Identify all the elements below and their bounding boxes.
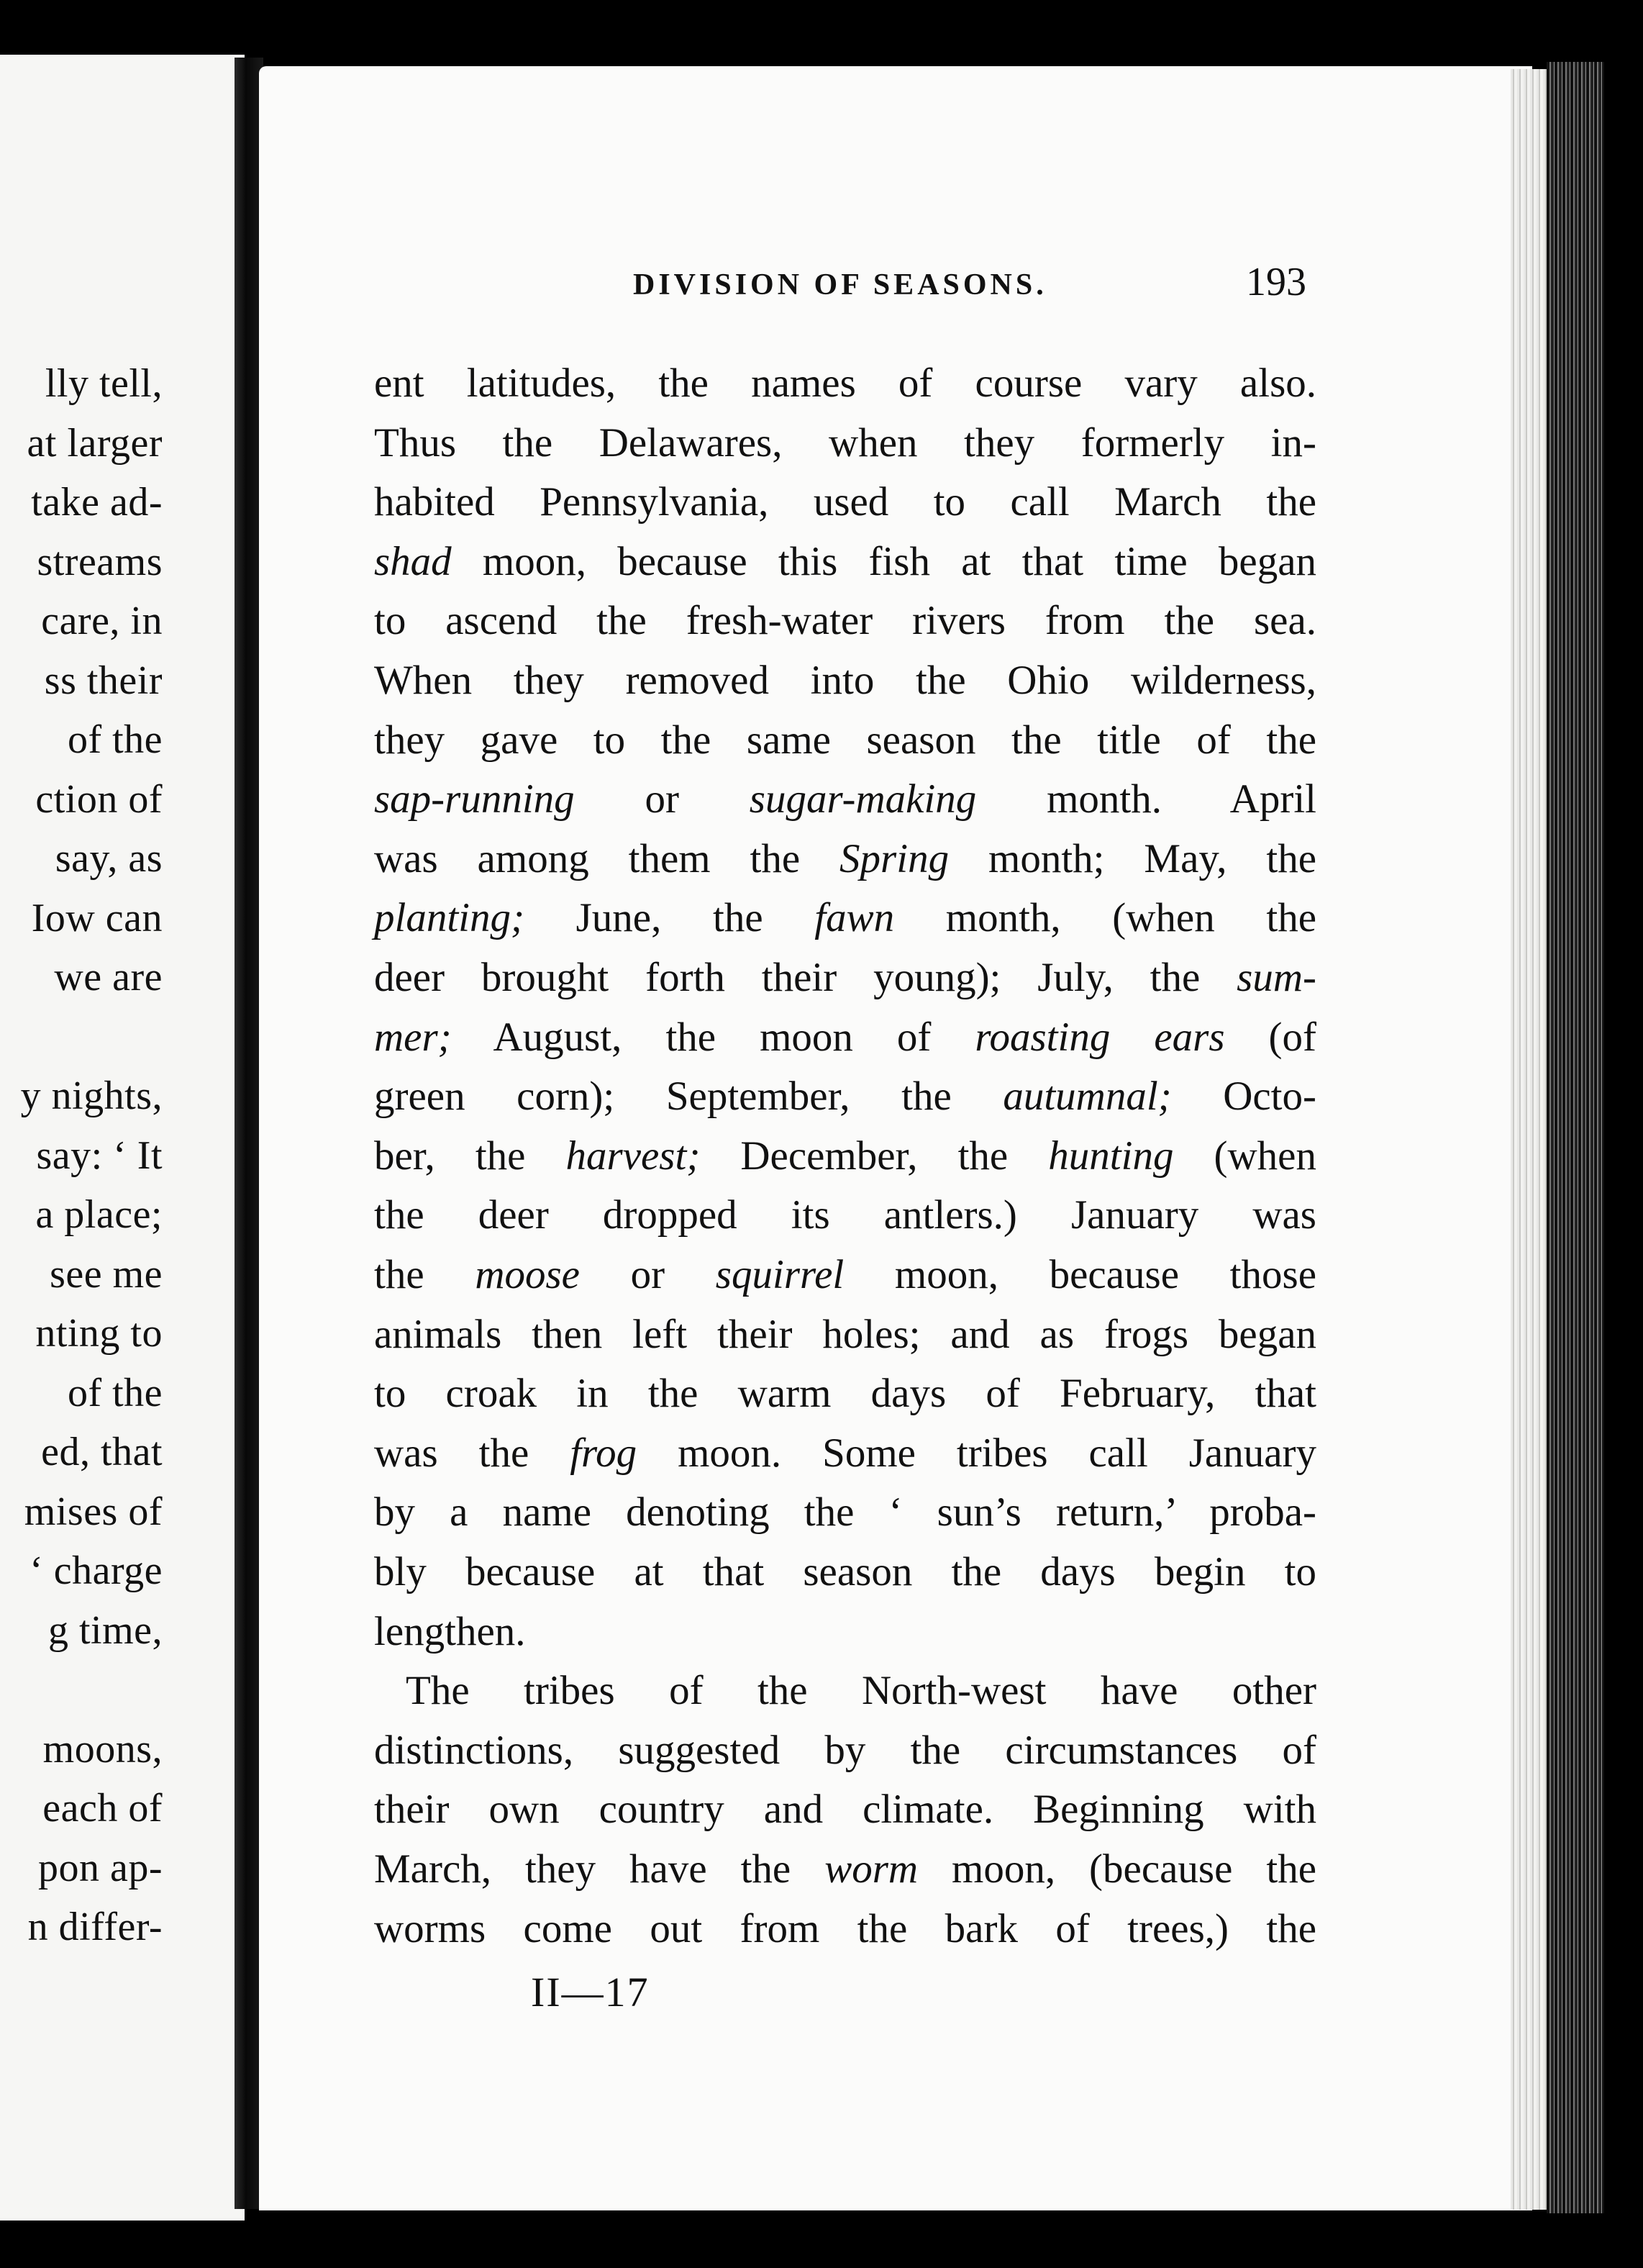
facing-page-line: say, as [55, 836, 163, 881]
facing-page-line: ‘ charge [29, 1548, 163, 1593]
facing-page-line: at larger [27, 420, 163, 466]
running-head: DIVISION OF SEASONS. [633, 268, 1047, 301]
facing-page-line: mises of [24, 1489, 163, 1534]
facing-page-line: care, in [41, 599, 163, 643]
text-line: to ascend the fresh-water rivers from the sea. [374, 598, 1316, 644]
text-line: bly because at that season the days begin to [374, 1549, 1316, 1595]
page-number: 193 [1246, 260, 1306, 304]
facing-page-line: nting to [35, 1311, 163, 1356]
facing-page-line: Iow can [31, 895, 163, 940]
facing-page-line: ction of [35, 776, 163, 822]
text-line: they gave to the same season the title of the [374, 717, 1316, 763]
text-line: ber, the harvest; December, the hunting (when [374, 1133, 1316, 1179]
text-line: habited Pennsylvania, used to call March the [374, 479, 1316, 525]
text-line: to croak in the warm days of February, that [374, 1371, 1316, 1417]
facing-page-line: see me [50, 1251, 163, 1297]
text-line: distinctions, suggested by the circumstances of [374, 1727, 1316, 1773]
text-line: deer brought forth their young); July, the sum- [374, 955, 1316, 1000]
facing-page-line: each of [42, 1786, 163, 1831]
facing-page-line: we are [54, 955, 163, 999]
text-line: When they removed into the Ohio wilderness, [374, 658, 1316, 703]
facing-page-line: moons, [42, 1726, 163, 1772]
text-line: Thus the Delawares, when they formerly in- [374, 419, 1316, 466]
text-line: ent latitudes, the names of course vary also. [374, 360, 1316, 406]
text-line: green corn); September, the autumnal; Octo- [374, 1074, 1316, 1120]
text-line: March, they have the worm moon, (because the [374, 1846, 1316, 1892]
facing-page-line: of the [67, 717, 163, 762]
text-line: was the frog moon. Some tribes call January [374, 1430, 1317, 1476]
facing-page-line: of the [67, 1370, 163, 1415]
facing-page-line: pon ap- [37, 1845, 163, 1890]
text-line: mer; August, the moon of roasting ears (of [374, 1014, 1316, 1060]
facing-page [0, 55, 245, 2221]
text-line: the moose or squirrel moon, because those [374, 1252, 1316, 1297]
facing-page-line: n differ- [27, 1905, 163, 1949]
facing-page-line: streams [37, 539, 163, 584]
facing-page-line: a place; [35, 1192, 163, 1237]
text-line: planting; June, the fawn month, (when the [374, 895, 1316, 941]
text-line: lengthen. [374, 1608, 526, 1654]
facing-page-line: lly tell, [45, 361, 163, 406]
facing-page-line: say: ‘ It [36, 1133, 163, 1178]
facing-page-line: ed, that [41, 1430, 163, 1474]
text-line: was among them the Spring month; May, the [374, 835, 1316, 881]
text-line: worms come out from the bark of trees,) the [374, 1905, 1316, 1951]
page-stack-edges [1547, 62, 1604, 2213]
facing-page-line: take ad- [31, 480, 163, 525]
facing-page-line: g time, [47, 1607, 163, 1653]
text-line: their own country and climate. Beginning with [374, 1787, 1316, 1833]
facing-page-line: ss their [44, 658, 163, 703]
text-line: the deer dropped its antlers.) January was [374, 1192, 1316, 1238]
text-line: sap-running or sugar-making month. April [374, 776, 1316, 822]
text-line: shad moon, because this fish at that time began [374, 538, 1316, 584]
signature-mark: II—17 [531, 1969, 650, 2015]
text-line: animals then left their holes; and as frogs began [374, 1311, 1316, 1357]
text-line: The tribes of the North-west have other [406, 1668, 1316, 1714]
facing-page-line: y nights, [20, 1074, 163, 1118]
text-line: by a name denoting the ‘ sun’s return,’ proba- [374, 1489, 1316, 1536]
